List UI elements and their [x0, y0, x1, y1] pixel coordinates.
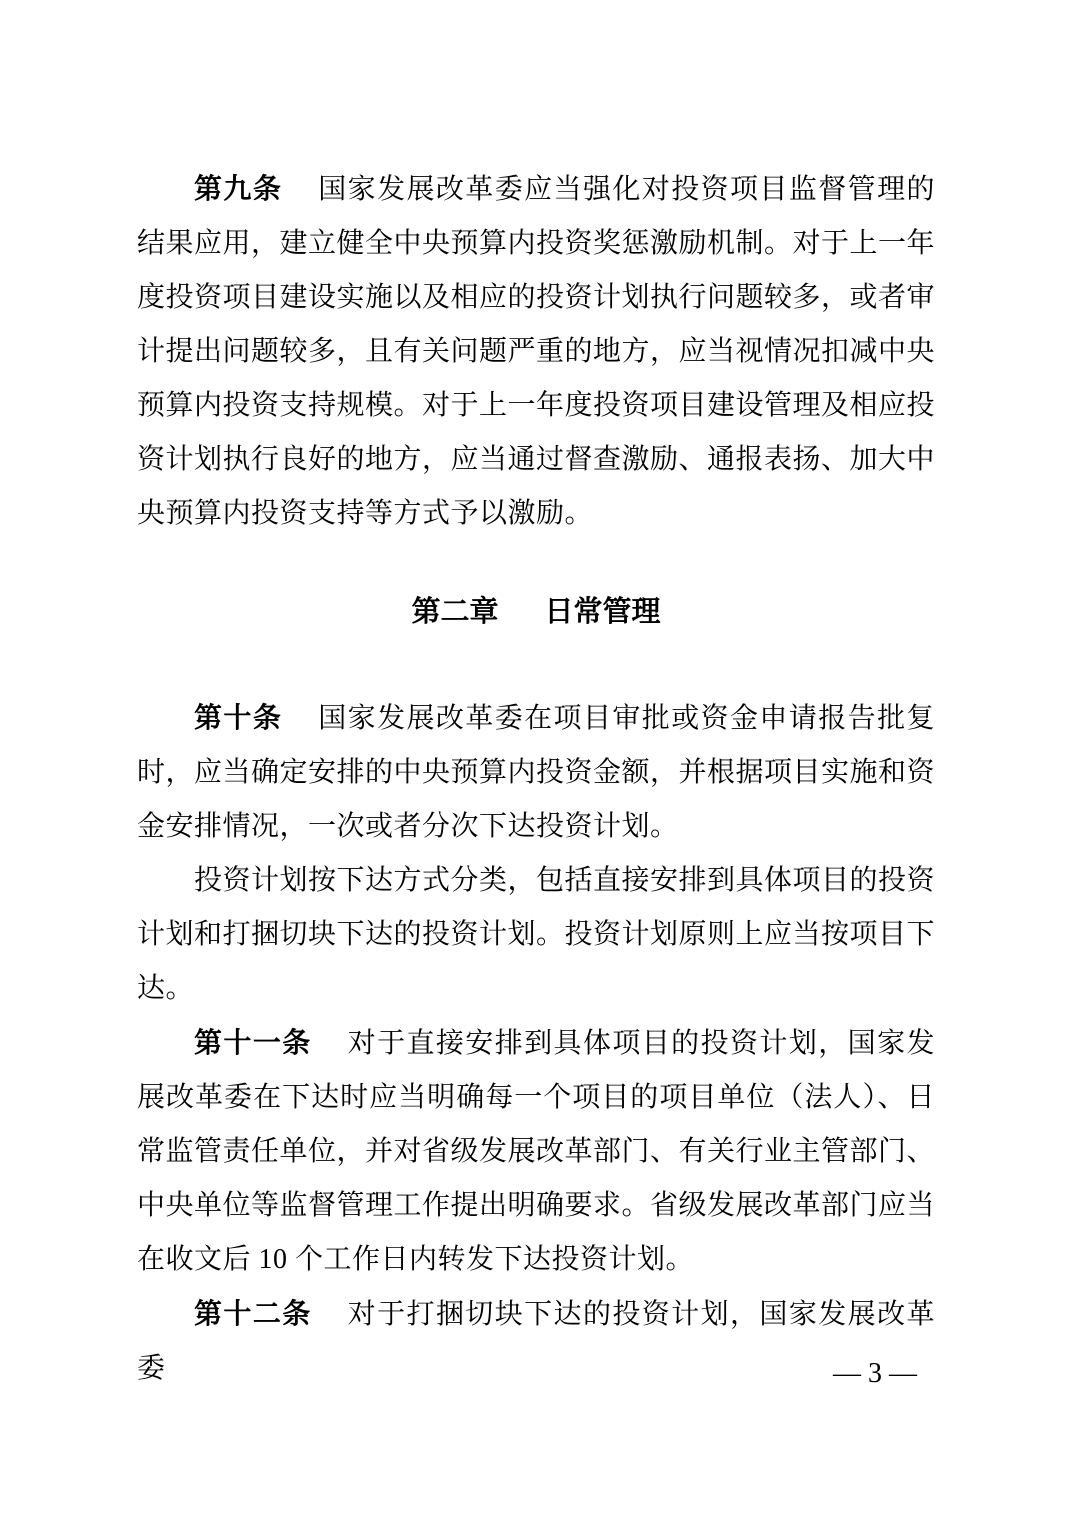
chapter-number: 第二章 — [411, 596, 499, 628]
plain-paragraph — [137, 854, 935, 1016]
document-body — [137, 162, 935, 1396]
article-9-paragraph — [137, 162, 935, 541]
article-10-text: 国家发展改革委在项目审批或资金申请报告批复时，应当确定安排的中央预算内投资金额，并根据项目实施和资金安排情况，一次或者分次下达投资计划。 — [137, 703, 936, 842]
article-11-text: 对于直接安排到具体项目的投资计划，国家发展改革委在下达时应当明确每一个项目的项目单位（法人）、日常监管责任单位，并对省级发展改革部门、有关行业主管部门、中央单位等监督管理工作提出明确要求。省级发展改革部门应当在收文后 10 个工作日内转发下达投资计划。 — [137, 1028, 936, 1275]
article-12-number: 第十二条 — [194, 1298, 312, 1329]
article-9-number: 第九条 — [194, 173, 283, 204]
article-11-paragraph — [137, 1016, 935, 1287]
article-10-paragraph — [137, 691, 935, 854]
page-number: — 3 — — [833, 1358, 917, 1389]
article-10-number: 第十条 — [194, 702, 283, 733]
article-11-number: 第十一条 — [194, 1027, 312, 1058]
article-12-paragraph — [137, 1287, 935, 1396]
page-footer — [833, 1354, 917, 1394]
article-9-text: 国家发展改革委应当强化对投资项目监督管理的结果应用，建立健全中央预算内投资奖惩激励机制。对于上一年度投资项目建设实施以及相应的投资计划执行问题较多，或者审计提出问题较多，且有关问题严重的地方，应当视情况扣减中央预算内投资支持规模。对于上一年度投资项目建设管理及相应投资计划执行良好的地方，应当通过督查激励、通报表扬、加大中央预算内投资支持等方式予以激励。 — [137, 174, 936, 529]
chapter-heading — [137, 585, 935, 639]
plain-paragraph-text: 投资计划按下达方式分类，包括直接安排到具体项目的投资计划和打捆切块下达的投资计划。投资计划原则上应当按项目下达。 — [137, 865, 936, 1004]
article-12-text: 对于打捆切块下达的投资计划，国家发展改革委 — [137, 1299, 935, 1384]
chapter-title: 日常管理 — [544, 596, 661, 628]
